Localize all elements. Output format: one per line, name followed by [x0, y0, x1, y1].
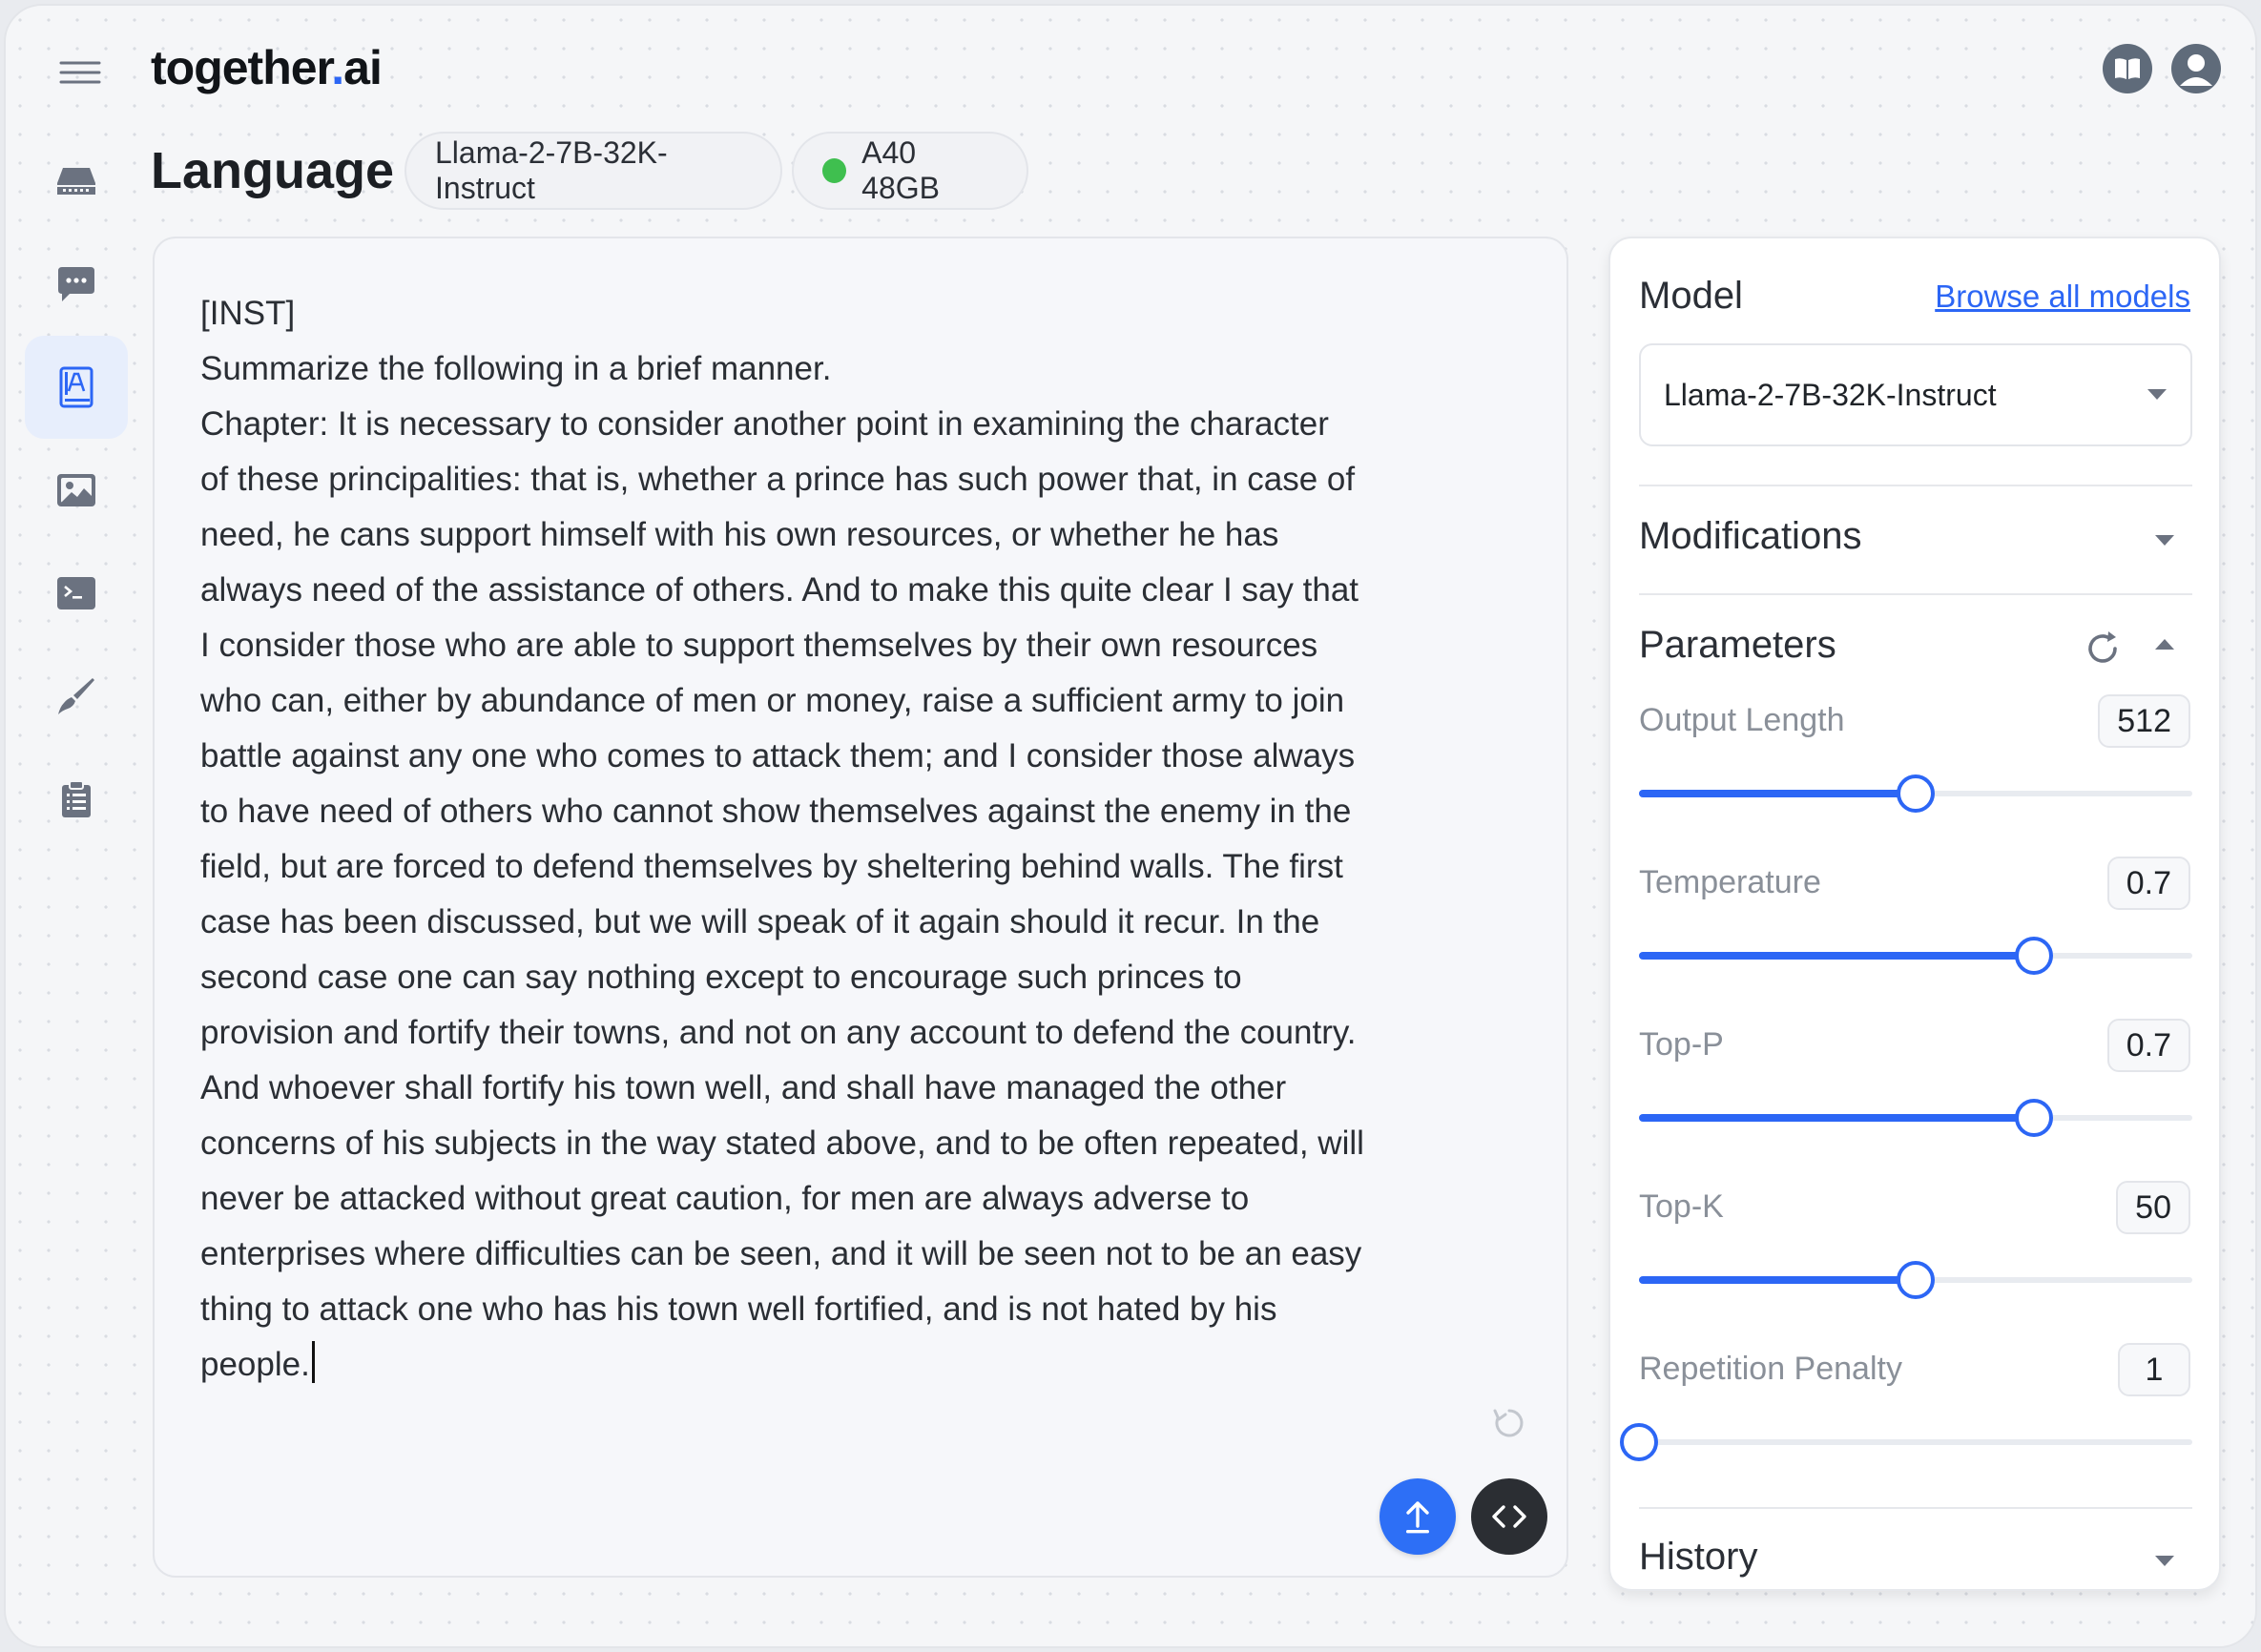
- account-avatar-icon[interactable]: [2171, 44, 2221, 93]
- app-window: [4, 4, 2257, 1648]
- language-book-icon: [59, 366, 93, 408]
- divider: [1639, 1507, 2192, 1509]
- gpu-status-dot: [822, 158, 846, 183]
- sidebar-item-code[interactable]: [25, 542, 128, 645]
- divider: [1639, 485, 2192, 486]
- slider-output-length[interactable]: [1639, 773, 2192, 815]
- gpu-chip-label: A40 48GB: [861, 135, 940, 205]
- param-label-temperature: Temperature: [1639, 864, 1821, 900]
- modifications-section-title[interactable]: Modifications: [1639, 515, 1862, 557]
- model-select[interactable]: [1639, 343, 2192, 446]
- history-expand-icon[interactable]: [2148, 1545, 2181, 1578]
- param-value-top-k[interactable]: 50: [2116, 1181, 2190, 1234]
- text-caret: [312, 1341, 315, 1383]
- slider-thumb[interactable]: [1620, 1423, 1658, 1461]
- submit-button[interactable]: [1379, 1478, 1456, 1555]
- sidebar-item-language[interactable]: [25, 336, 128, 439]
- sidebar-item-servers[interactable]: [25, 130, 128, 233]
- sidebar-nav: [25, 130, 132, 851]
- image-icon: [56, 473, 96, 507]
- history-section-title[interactable]: History: [1639, 1536, 1758, 1578]
- slider-track: [1639, 1439, 2192, 1445]
- sidebar-item-image[interactable]: [25, 439, 128, 542]
- reset-prompt-icon[interactable]: [1490, 1404, 1528, 1442]
- param-label-repetition-penalty: Repetition Penalty: [1639, 1351, 1902, 1387]
- server-icon: [55, 164, 97, 198]
- sidebar-item-jobs[interactable]: [25, 748, 128, 851]
- slider-thumb[interactable]: [1897, 1261, 1935, 1299]
- view-code-button[interactable]: [1471, 1478, 1547, 1555]
- param-value-top-p[interactable]: 0.7: [2107, 1019, 2190, 1072]
- model-chip[interactable]: [404, 132, 782, 210]
- parameters-section-title[interactable]: Parameters: [1639, 624, 1836, 666]
- page-title: Language: [151, 142, 395, 199]
- prompt-textarea[interactable]: [200, 286, 1393, 1393]
- slider-fill: [1639, 1276, 1916, 1284]
- slider-top-k[interactable]: [1639, 1259, 2192, 1301]
- divider: [1639, 593, 2192, 595]
- settings-panel: [1608, 237, 2221, 1591]
- sidebar-item-fine-tuning[interactable]: [25, 645, 128, 748]
- paintbrush-icon: [56, 676, 96, 716]
- param-value-output-length[interactable]: 512: [2098, 694, 2190, 748]
- hamburger-menu-icon[interactable]: [53, 53, 107, 92]
- caret-down-icon: [2147, 388, 2168, 402]
- slider-fill: [1639, 1114, 2034, 1122]
- prompt-text: [INST] Summarize the following in a brief manner. Chapter: It is necessary to consider another point in examining the character of these principalities: that is, whether a prince has such power that, in case of need, he cans support himself with his own resources, or whether he has always need of the assistance of others. And to make this quite clear I say that I consider those who are able to support themselves by their own resources who can, either by abundance of men or money, raise a sufficient army to join battle against any one who comes to attack them; and I consider those always to have need of others who cannot show themselves against the enemy in the field, but are forced to defend themselves by sheltering behind walls. The first case has been discussed, but we will speak of it again should it recur. In the second case one can say nothing except to encourage such princes to provision and fortify their towns, and not on any account to defend the country. And whoever shall fortify his town well, and shall have managed the other concerns of his subjects in the way stated above, and to be often repeated, will never be attacked without great caution, for men are always adverse to enterprises where difficulties can be seen, and it will be seen not to be an easy thing to attack one who has his town well fortified, and is not hated by his people.: [200, 295, 1364, 1383]
- docs-book-icon[interactable]: [2103, 44, 2152, 93]
- arrow-up-icon: [1400, 1497, 1435, 1536]
- param-label-output-length: Output Length: [1639, 702, 1845, 738]
- model-select-value: Llama-2-7B-32K-Instruct: [1664, 377, 1997, 412]
- model-chip-label: Llama-2-7B-32K-Instruct: [435, 135, 668, 205]
- chat-icon: [56, 265, 96, 303]
- slider-thumb[interactable]: [2015, 937, 2053, 975]
- logo-text-prefix: together: [151, 41, 332, 94]
- prompt-editor[interactable]: [153, 237, 1568, 1578]
- slider-temperature[interactable]: [1639, 935, 2192, 977]
- terminal-icon: [56, 576, 96, 610]
- slider-top-p[interactable]: [1639, 1097, 2192, 1139]
- param-label-top-p: Top-P: [1639, 1026, 1724, 1063]
- reset-parameters-icon[interactable]: [2082, 628, 2124, 670]
- slider-fill: [1639, 952, 2034, 960]
- parameters-collapse-icon[interactable]: [2148, 628, 2181, 660]
- logo-dot: .: [331, 41, 344, 94]
- clipboard-icon: [60, 779, 93, 819]
- logo-text-suffix: ai: [343, 41, 382, 94]
- slider-fill: [1639, 790, 1916, 797]
- slider-thumb[interactable]: [2015, 1099, 2053, 1137]
- slider-thumb[interactable]: [1897, 774, 1935, 813]
- together-ai-logo[interactable]: [151, 40, 382, 95]
- slider-repetition-penalty[interactable]: [1639, 1421, 2192, 1463]
- model-section-label: Model: [1639, 275, 1743, 317]
- browse-all-models-link[interactable]: Browse all models: [1935, 279, 2190, 314]
- modifications-expand-icon[interactable]: [2148, 525, 2181, 557]
- sidebar-item-chat[interactable]: [25, 233, 128, 336]
- param-label-top-k: Top-K: [1639, 1188, 1724, 1225]
- gpu-chip[interactable]: [792, 132, 1028, 210]
- code-brackets-icon: [1490, 1503, 1528, 1530]
- param-value-repetition-penalty[interactable]: 1: [2118, 1343, 2190, 1396]
- param-value-temperature[interactable]: 0.7: [2107, 857, 2190, 910]
